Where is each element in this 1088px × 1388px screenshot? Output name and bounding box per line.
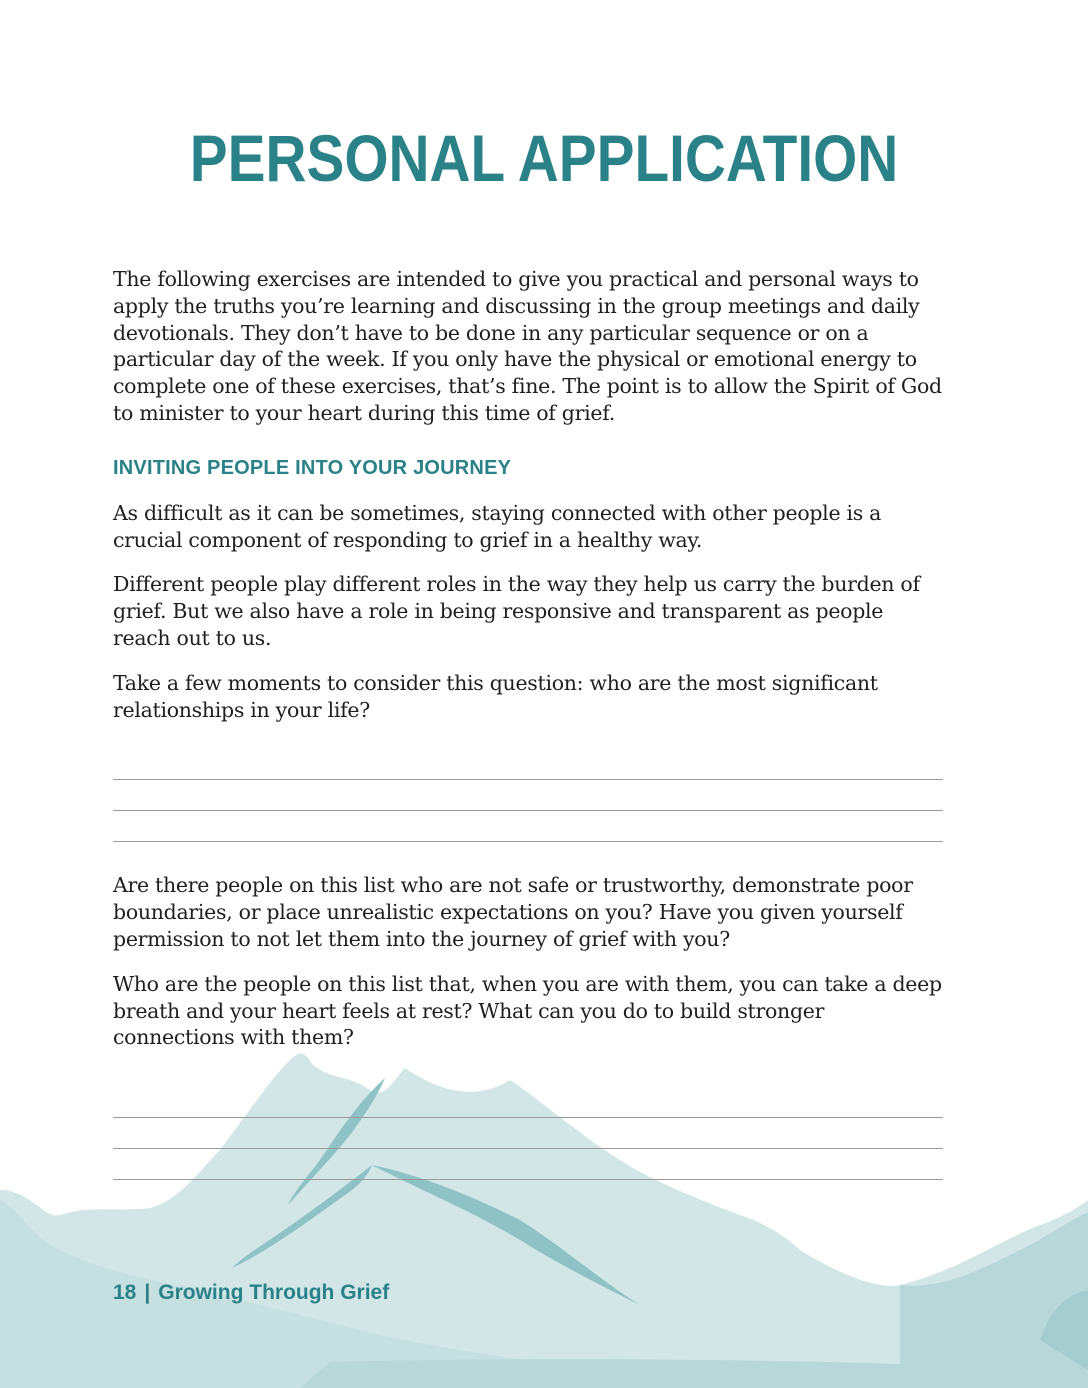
question-paragraph-2: Are there people on this list who are not safe or trustworthy, demonstrate poor boundaries, or place unrealistic expectations on you? Have you given yourself permission to not let them into the journey of grief with you? [113,873,913,951]
writing-lines-group-1 [113,749,943,842]
intro-paragraph: The following exercises are intended to give you practical and personal ways to apply the truths you’re learning and discussing in the group meetings and daily devotionals. They don’t have to be done in any particular sequence or on a particular day of the week. If you only have the physical or emotional energy to complete one of these exercises, that’s fine. The point is to allow the Spirit of God to minister to your heart during this time of grief. [113,267,942,425]
writing-line[interactable] [113,1149,943,1180]
section-paragraph-2: Different people play different roles in the way they help us carry the burden of grief. But we also have a role in being responsive and transparent as people reach out to us. [113,572,920,650]
question-paragraph-1: Take a few moments to consider this question: who are the most significant relationships in your life? [113,670,878,722]
section-heading: INVITING PEOPLE INTO YOUR JOURNEY [113,456,512,479]
book-title: Growing Through Grief [158,1281,390,1304]
page-footer [113,1281,389,1305]
mountain-right-range [900,1212,1088,1388]
main-content [113,266,943,1210]
writing-line[interactable] [113,1118,943,1149]
writing-lines-group-2 [113,1087,943,1180]
writing-line[interactable] [113,749,943,780]
page-title: PERSONAL APPLICATION [189,121,899,195]
section-paragraph-1: As difficult as it can be sometimes, staying connected with other people is a crucial component of responding to grief in a healthy way. [113,500,882,552]
question-paragraph-3: Who are the people on this list that, when you are with them, you can take a deep breath and your heart feels at rest? What can you do to build stronger connections with them? [113,971,942,1050]
page-number: 18 [113,1281,137,1304]
writing-line[interactable] [113,1087,943,1118]
writing-line[interactable] [113,811,943,842]
writing-line[interactable] [113,780,943,811]
footer-separator: | [144,1281,151,1304]
